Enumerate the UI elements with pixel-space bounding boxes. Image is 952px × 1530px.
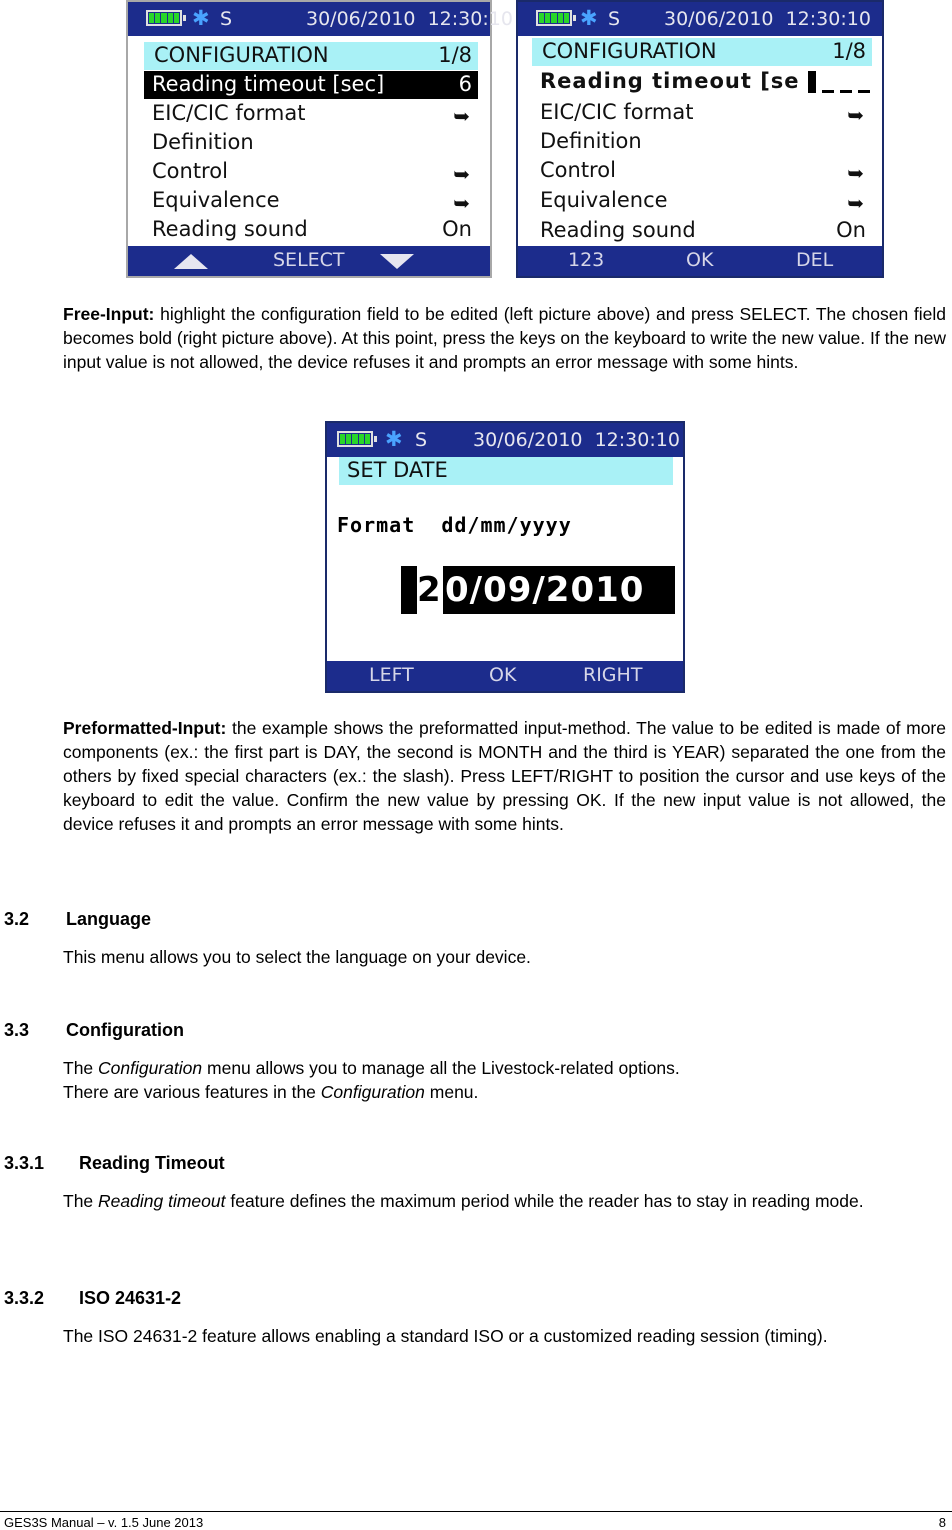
status-bar	[518, 2, 882, 36]
text-cursor	[808, 71, 816, 93]
softkey-right[interactable]: RIGHT	[583, 664, 643, 686]
right-arrow-icon: ➥	[847, 191, 864, 215]
menu-row-definition[interactable]: Definition	[152, 130, 254, 154]
menu-title-bar	[144, 42, 478, 70]
status-s: S	[415, 429, 428, 451]
menu-title: CONFIGURATION	[154, 43, 329, 67]
menu-row-equivalence[interactable]: Equivalence ➥	[540, 188, 864, 215]
menu-row-control[interactable]: Control ➥	[540, 158, 864, 185]
preformatted-input-lead: Preformatted-Input:	[63, 718, 227, 738]
date-format-label: Format dd/mm/yyyy	[337, 513, 572, 537]
softkey-left[interactable]: LEFT	[369, 664, 414, 686]
date-input-cursor-char: 2	[417, 570, 441, 610]
right-arrow-icon: ➥	[453, 191, 470, 215]
page-indicator: 1/8	[832, 39, 866, 63]
date-input-value: 0/09/2010	[443, 566, 675, 614]
section-body-3-3-1: The Reading timeout feature defines the maximum period while the reader has to stay in reading mode.	[63, 1191, 864, 1211]
section-body-3-2: This menu allows you to select the language on your device.	[63, 947, 531, 967]
status-bar	[128, 2, 513, 36]
device-screen-right	[516, 0, 884, 278]
down-icon[interactable]	[380, 254, 414, 269]
section-body-3-3: The Configuration menu allows you to manage all the Livestock-related options. There are various features in the Configuration menu.	[63, 1058, 680, 1102]
right-arrow-icon: ➥	[847, 103, 864, 127]
right-arrow-icon: ➥	[847, 161, 864, 185]
device-screen-left	[126, 0, 513, 278]
right-arrow-icon: ➥	[453, 162, 470, 186]
free-input-paragraph: Free-Input: highlight the configuration field to be edited (left picture above) and press SELECT. The chosen field becomes bold (right picture above). At this point, press the keys on the keyboard to write the new value. If the new input value is not allowed, the device refuses it and prompts an error message with some hints.	[63, 304, 946, 372]
section-body-3-3-2: The ISO 24631-2 feature allows enabling a standard ISO or a customized reading session (timing).	[63, 1326, 828, 1346]
footer-rule	[0, 1511, 952, 1512]
device-screen-set-date	[325, 421, 685, 693]
status-datetime: 30/06/2010 12:30:10	[306, 8, 513, 30]
date-input[interactable]	[401, 566, 677, 614]
menu-row-reading-timeout[interactable]: Reading timeout [sec] 6	[144, 71, 478, 99]
page-number: 8	[938, 1515, 946, 1530]
battery-icon	[536, 10, 572, 26]
bluetooth-icon: ✱	[385, 427, 403, 451]
softkey-ok[interactable]: OK	[686, 249, 714, 271]
preformatted-input-paragraph: Preformatted-Input: the example shows the preformatted input-method. The value to be edited is made of more components (ex.: the first part is DAY, the second is MONTH and the third is YEAR) separated the one from the others by fixed special characters (ex.: the slash). Press LEFT/RIGHT to position the cursor and use keys of the keyboard to edit the value. Confirm the new value by pressing OK. If the new input value is not allowed, the device refuses it and prompts an error message with some hints.	[63, 718, 946, 834]
footer-text: GES3S Manual – v. 1.5 June 2013	[4, 1515, 204, 1530]
softkey-select[interactable]: SELECT	[273, 249, 345, 271]
set-date-title: SET DATE	[347, 458, 448, 482]
right-arrow-icon: ➥	[453, 104, 470, 128]
menu-row-reading-timeout-editing[interactable]: Reading timeout [se	[532, 68, 872, 96]
softkey-del[interactable]: DEL	[796, 249, 834, 271]
free-input-lead: Free-Input:	[63, 304, 155, 324]
bluetooth-icon: ✱	[580, 6, 598, 30]
battery-icon	[146, 10, 182, 26]
set-date-title-bar	[339, 457, 673, 485]
softkey-ok[interactable]: OK	[489, 664, 517, 686]
battery-icon	[337, 431, 373, 447]
menu-row-equivalence[interactable]: Equivalence ➥	[152, 188, 470, 215]
input-placeholder-dash	[858, 90, 870, 93]
menu-row-control[interactable]: Control ➥	[152, 159, 470, 186]
page-indicator: 1/8	[438, 43, 472, 67]
menu-row-eic-cic-format[interactable]: EIC/CIC format ➥	[152, 101, 470, 128]
menu-row-eic-cic-format[interactable]: EIC/CIC format ➥	[540, 100, 864, 127]
status-s: S	[608, 8, 621, 30]
bluetooth-icon: ✱	[192, 6, 210, 30]
input-placeholder-dash	[840, 90, 852, 93]
menu-title-bar	[532, 38, 872, 66]
menu-row-definition[interactable]: Definition	[540, 129, 642, 153]
menu-title: CONFIGURATION	[542, 39, 717, 63]
input-placeholder-dash	[822, 90, 834, 93]
menu-row-reading-sound[interactable]: Reading sound On	[152, 217, 472, 241]
status-datetime: 30/06/2010 12:30:10	[664, 8, 871, 30]
text-cursor	[401, 566, 417, 614]
up-icon[interactable]	[174, 254, 208, 269]
softkey-bar	[128, 246, 490, 276]
softkey-bar	[327, 661, 683, 691]
status-s: S	[220, 8, 233, 30]
menu-row-reading-sound[interactable]: Reading sound On	[540, 218, 866, 242]
status-datetime: 30/06/2010 12:30:10	[473, 429, 680, 451]
status-bar	[327, 423, 683, 457]
softkey-bar	[518, 246, 882, 276]
softkey-123[interactable]: 123	[568, 249, 605, 271]
